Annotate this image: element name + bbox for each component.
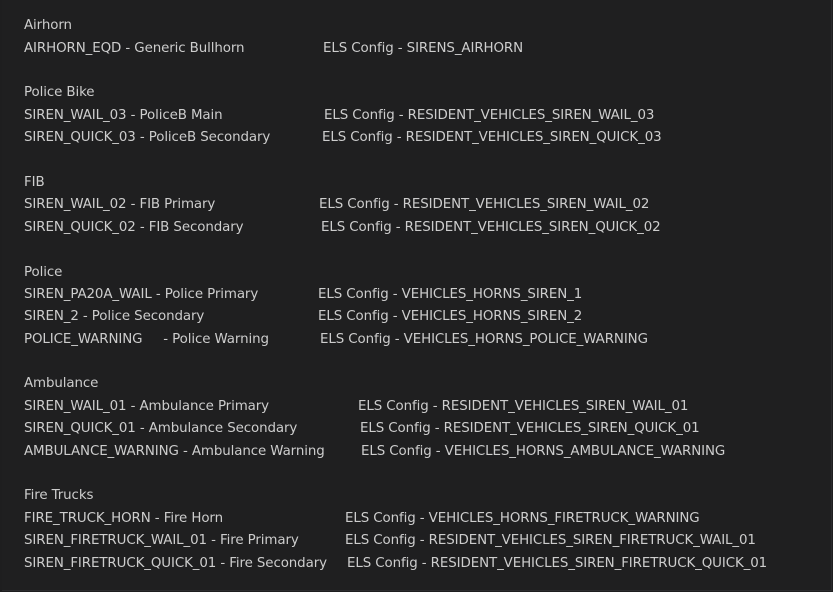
section-title-ambulance: Ambulance bbox=[24, 376, 99, 391]
section-title-airhorn: Airhorn bbox=[24, 18, 72, 33]
sound-entry: SIREN_QUICK_03 - PoliceB Secondary bbox=[24, 130, 271, 145]
sound-entry: SIREN_FIRETRUCK_QUICK_01 - Fire Secondary bbox=[24, 556, 327, 571]
config-entry: ELS Config - RESIDENT_VEHICLES_SIREN_WAIL_01 bbox=[358, 399, 689, 414]
sound-entry: AIRHORN_EQD - Generic Bullhorn bbox=[24, 41, 245, 56]
sound-entry: AMBULANCE_WARNING - Ambulance Warning bbox=[24, 444, 325, 459]
config-entry: ELS Config - RESIDENT_VEHICLES_SIREN_QUICK_01 bbox=[360, 421, 700, 436]
sound-entry: POLICE_WARNING - Police Warning bbox=[24, 332, 269, 347]
config-entry: ELS Config - RESIDENT_VEHICLES_SIREN_WAIL_03 bbox=[324, 108, 655, 123]
section-title-police-bike: Police Bike bbox=[24, 85, 95, 100]
text-panel bbox=[2, 0, 832, 591]
config-entry: ELS Config - RESIDENT_VEHICLES_SIREN_FIRETRUCK_QUICK_01 bbox=[347, 556, 768, 571]
config-entry: ELS Config - VEHICLES_HORNS_FIRETRUCK_WARNING bbox=[345, 511, 700, 526]
sound-entry: SIREN_WAIL_03 - PoliceB Main bbox=[24, 108, 223, 123]
sound-entry: SIREN_2 - Police Secondary bbox=[24, 309, 205, 324]
config-entry: ELS Config - VEHICLES_HORNS_POLICE_WARNING bbox=[320, 332, 648, 347]
config-entry: ELS Config - RESIDENT_VEHICLES_SIREN_WAIL_02 bbox=[319, 197, 650, 212]
section-title-police: Police bbox=[24, 265, 63, 280]
section-title-fire-trucks: Fire Trucks bbox=[24, 488, 94, 503]
sound-entry: SIREN_FIRETRUCK_WAIL_01 - Fire Primary bbox=[24, 533, 299, 548]
sound-entry: FIRE_TRUCK_HORN - Fire Horn bbox=[24, 511, 223, 526]
sound-entry: SIREN_WAIL_02 - FIB Primary bbox=[24, 197, 216, 212]
config-entry: ELS Config - RESIDENT_VEHICLES_SIREN_FIRETRUCK_WAIL_01 bbox=[345, 533, 756, 548]
sound-entry: SIREN_WAIL_01 - Ambulance Primary bbox=[24, 399, 269, 414]
config-entry: ELS Config - RESIDENT_VEHICLES_SIREN_QUICK_03 bbox=[322, 130, 662, 145]
config-entry: ELS Config - VEHICLES_HORNS_SIREN_2 bbox=[318, 309, 583, 324]
section-title-fib: FIB bbox=[24, 175, 45, 190]
sound-entry: SIREN_QUICK_01 - Ambulance Secondary bbox=[24, 421, 298, 436]
sound-entry: SIREN_QUICK_02 - FIB Secondary bbox=[24, 220, 244, 235]
config-entry: ELS Config - SIRENS_AIRHORN bbox=[323, 41, 524, 56]
config-entry: ELS Config - VEHICLES_HORNS_SIREN_1 bbox=[318, 287, 583, 302]
config-entry: ELS Config - VEHICLES_HORNS_AMBULANCE_WARNING bbox=[361, 444, 726, 459]
sound-entry: SIREN_PA20A_WAIL - Police Primary bbox=[24, 287, 259, 302]
config-entry: ELS Config - RESIDENT_VEHICLES_SIREN_QUICK_02 bbox=[321, 220, 661, 235]
